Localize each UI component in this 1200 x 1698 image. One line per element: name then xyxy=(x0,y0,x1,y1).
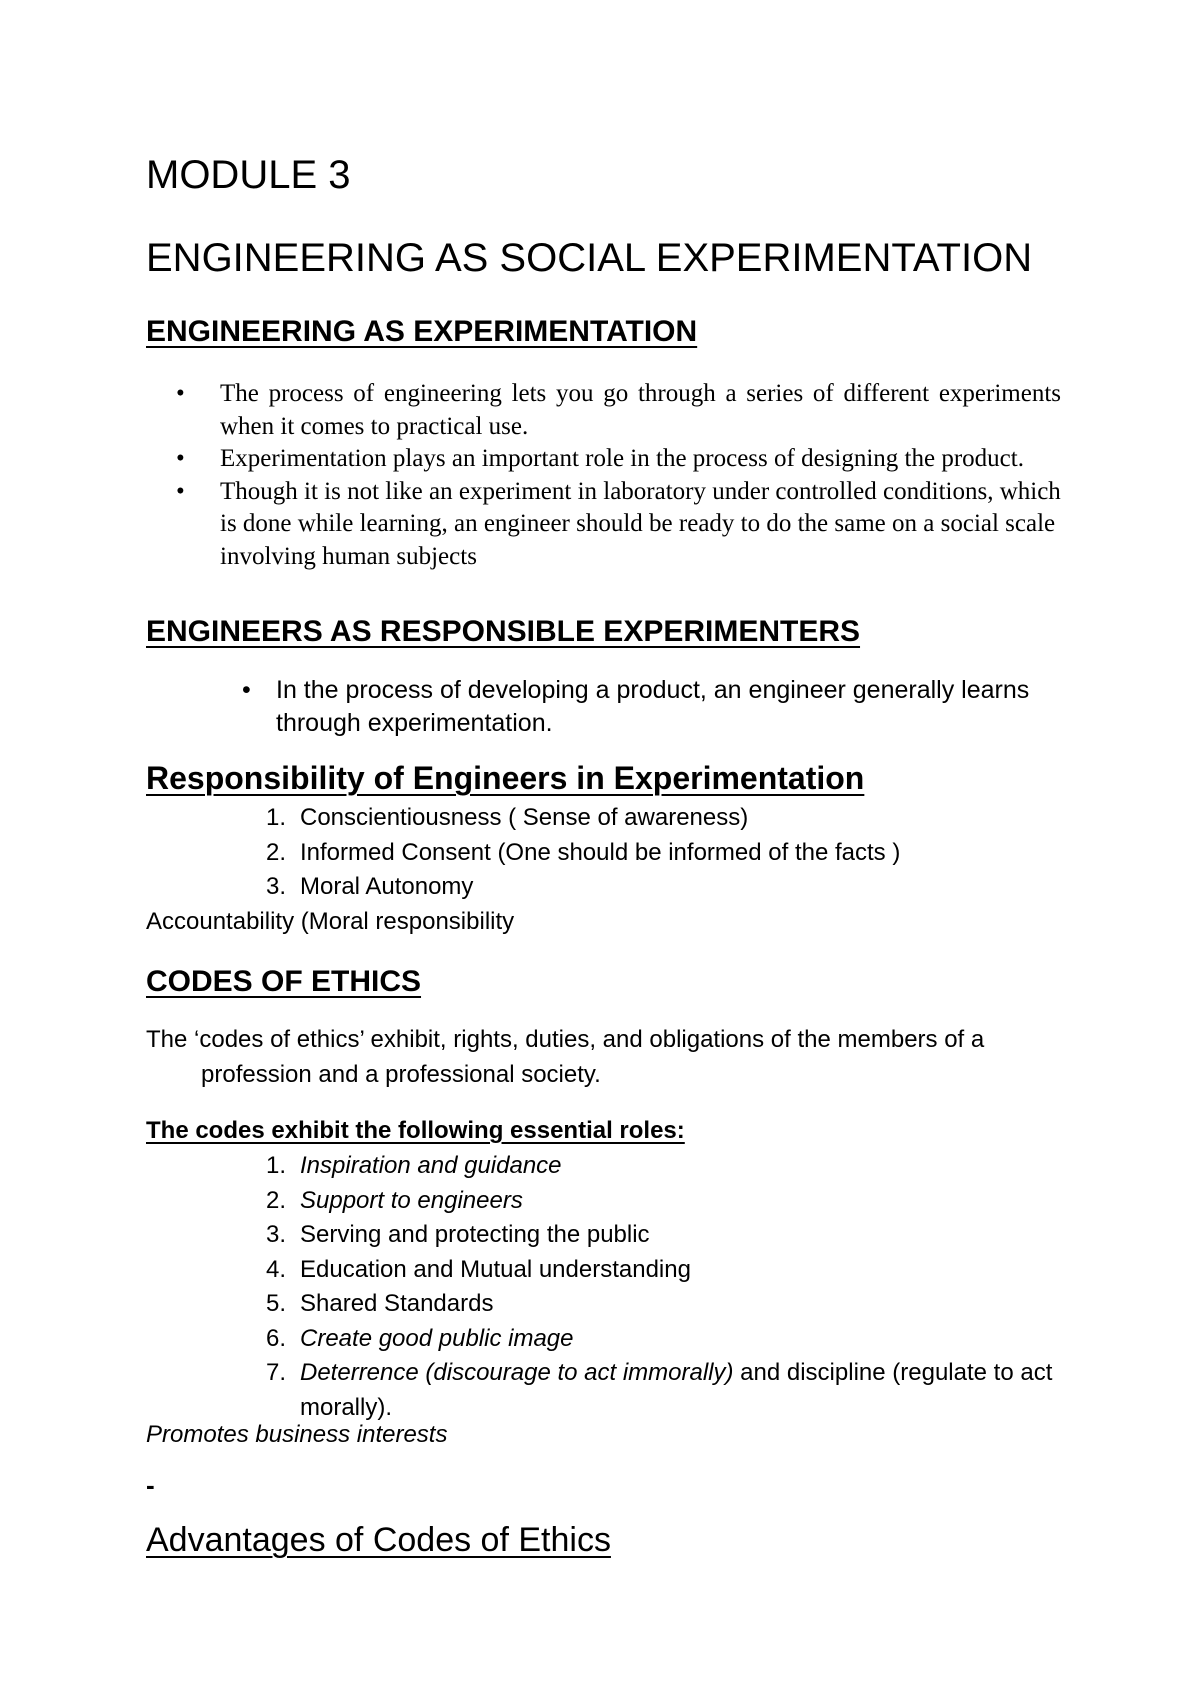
promotes-business-text: Promotes business interests xyxy=(146,1421,448,1448)
bullet-icon: • xyxy=(176,380,185,407)
bullet-icon: • xyxy=(176,445,185,472)
roles-heading: The codes exhibit the following essential roles: xyxy=(146,1117,685,1144)
list-item: 5. Shared Standards xyxy=(146,1287,1066,1322)
list-number: 5. xyxy=(266,1290,287,1317)
list-number: 6. xyxy=(266,1324,287,1352)
codes-intro-paragraph: The ‘codes of ethics’ exhibit, rights, duties, and obligations of the members of a profession and a professional society. xyxy=(146,1026,985,1088)
list-item: 2. Informed Consent (One should be informed of the facts ) xyxy=(146,836,1066,871)
list-item: 7. Deterrence (discourage to act immorally) and discipline (regulate to act morally). xyxy=(146,1356,1066,1425)
list-item: 6. Create good public image xyxy=(146,1322,1066,1357)
section-heading-codes-of-ethics: CODES OF ETHICS xyxy=(146,965,422,998)
main-title: ENGINEERING AS SOCIAL EXPERIMENTATION xyxy=(146,236,1033,280)
list-item: • In the process of developing a product, an engineer generally learns through experimentation. xyxy=(242,676,1030,737)
list-item: 4. Education and Mutual understanding xyxy=(146,1253,1066,1288)
bullet-icon: • xyxy=(176,477,185,505)
section-heading-responsibility: Responsibility of Engineers in Experimentation xyxy=(146,760,865,796)
responsibility-list xyxy=(146,801,1066,905)
list-number: 1. xyxy=(266,1152,287,1179)
list-number: 2. xyxy=(266,1186,287,1214)
list-item: 1. Inspiration and guidance xyxy=(146,1149,1066,1184)
module-title: MODULE 3 xyxy=(146,153,351,197)
accountability-text: Accountability (Moral responsibility xyxy=(146,908,515,935)
list-item: 3. Serving and protecting the public xyxy=(146,1218,1066,1253)
section2-bullet-list xyxy=(146,674,1061,740)
list-number: 7. xyxy=(266,1359,287,1386)
list-number: 4. xyxy=(266,1255,287,1283)
section-heading-advantages: Advantages of Codes of Ethics xyxy=(146,1521,611,1559)
dash-marker: - xyxy=(146,1470,155,1500)
section-heading-responsible-experimenters: ENGINEERS AS RESPONSIBLE EXPERIMENTERS xyxy=(146,615,861,648)
list-number: 3. xyxy=(266,1221,287,1248)
roles-list xyxy=(146,1149,1066,1425)
list-number: 1. xyxy=(266,804,287,831)
list-item: • Though it is not like an experiment in laboratory under controlled conditions, which is done while learning, an engineer should be ready to do the same on a social scale involving human subjects xyxy=(176,477,1061,570)
list-item: 3. Moral Autonomy xyxy=(146,870,1066,905)
list-item: 2. Support to engineers xyxy=(146,1184,1066,1219)
section-heading-engineering-as-experimentation: ENGINEERING AS EXPERIMENTATION xyxy=(146,315,698,348)
list-number: 2. xyxy=(266,838,287,866)
list-item: • Experimentation plays an important role in the process of designing the product. xyxy=(146,443,1061,476)
section1-bullet-list xyxy=(146,378,1061,573)
list-item: • The process of engineering lets you go through a series of different experiments when it comes to practical use. xyxy=(176,380,1061,440)
bullet-icon: • xyxy=(242,676,251,704)
list-item: 1. Conscientiousness ( Sense of awareness) xyxy=(146,801,1066,836)
list-number: 3. xyxy=(266,873,287,900)
